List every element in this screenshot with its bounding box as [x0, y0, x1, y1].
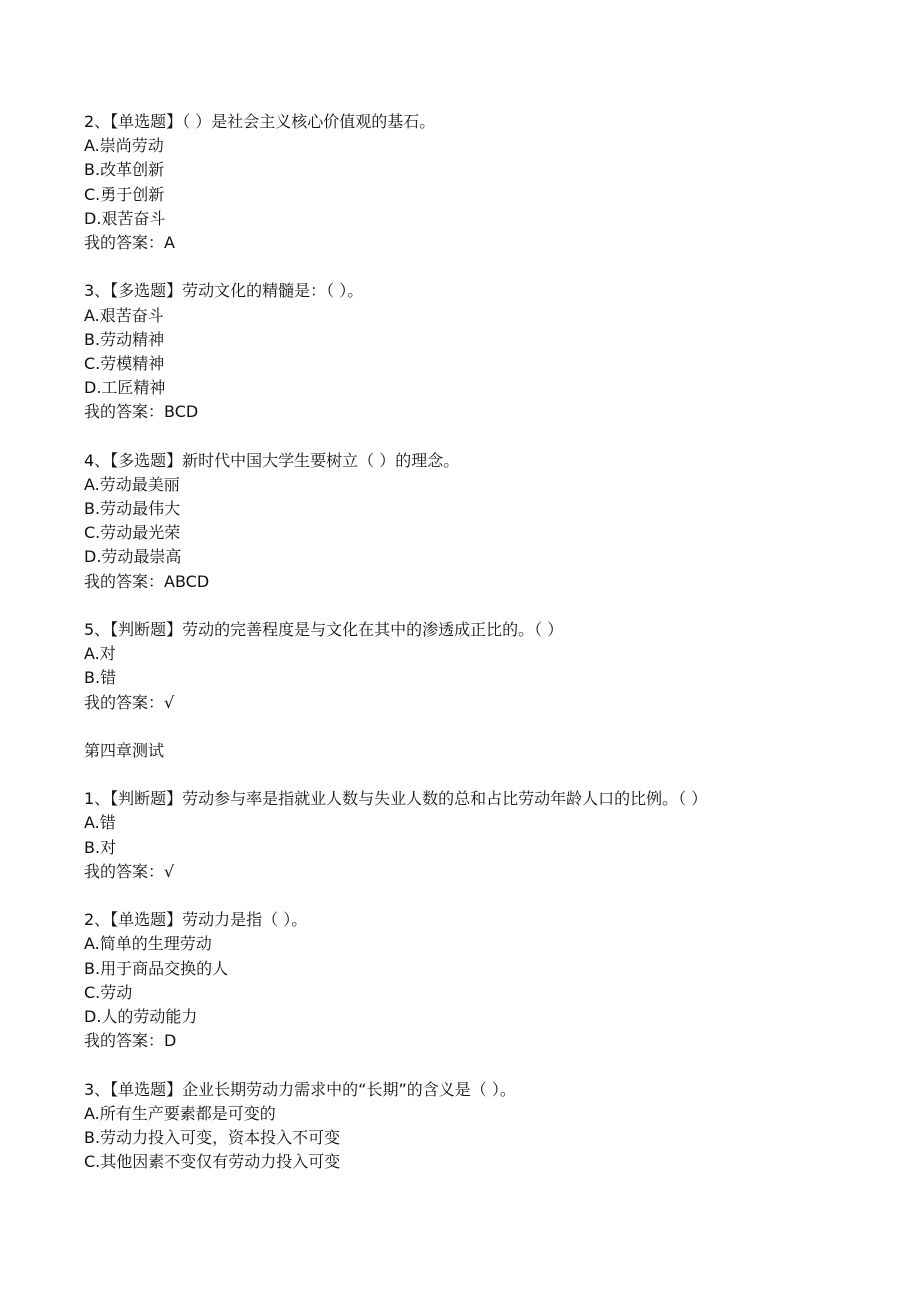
my-answer: 我的答案：BCD [84, 402, 199, 422]
option-a: A.劳动最美丽 [84, 474, 180, 494]
chapter-heading: 第四章测试 [84, 740, 165, 760]
question-title: 2、【单选题】劳动力是指（ ）。 [84, 910, 308, 930]
question-title: 1、【判断题】劳动参与率是指就业人数与失业人数的总和占比劳动年龄人口的比例。（ ） [84, 789, 708, 809]
option-c: C.劳动最光荣 [84, 523, 181, 543]
option-a: A.错 [84, 813, 116, 833]
option-a: A.对 [84, 644, 116, 664]
option-c: C.勇于创新 [84, 184, 165, 204]
my-answer: 我的答案：√ [84, 692, 175, 712]
option-a: A.崇尚劳动 [84, 136, 164, 156]
question-title: 2、【单选题】（ ）是社会主义核心价值观的基石。 [84, 112, 436, 131]
my-answer: 我的答案：D [84, 1031, 177, 1051]
document-page [84, 110, 874, 1174]
option-c: C.劳动 [84, 982, 133, 1002]
my-answer: 我的答案：ABCD [84, 571, 210, 591]
option-d: D.劳动最崇高 [84, 547, 182, 567]
question-title: 3、【多选题】劳动文化的精髓是：（ ）。 [84, 281, 364, 301]
option-a: A.简单的生理劳动 [84, 934, 212, 954]
option-c: C.其他因素不变仅有劳动力投入可变 [84, 1152, 341, 1172]
my-answer: 我的答案：√ [84, 861, 175, 881]
option-b: B.劳动最伟大 [84, 499, 181, 518]
my-answer: 我的答案：A [84, 232, 175, 252]
question-block [84, 449, 874, 594]
option-d: D.工匠精神 [84, 378, 166, 398]
option-b: B.对 [84, 837, 117, 857]
question-block [84, 1078, 874, 1175]
option-b: B.错 [84, 668, 117, 688]
option-d: D.人的劳动能力 [84, 1006, 198, 1026]
option-a: A.艰苦奋斗 [84, 305, 164, 325]
question-block [84, 908, 874, 1053]
question-block [84, 618, 874, 715]
question-block [84, 110, 874, 255]
question-block [84, 787, 874, 884]
option-b: B.用于商品交换的人 [84, 958, 229, 978]
option-b: B.改革创新 [84, 160, 165, 180]
question-title: 3、【单选题】企业长期劳动力需求中的“长期”的含义是（ ）。 [84, 1079, 516, 1099]
option-b: B.劳动精神 [84, 329, 165, 349]
option-c: C.劳模精神 [84, 353, 165, 373]
option-d: D.艰苦奋斗 [84, 208, 166, 228]
option-a: A.所有生产要素都是可变的 [84, 1103, 276, 1123]
question-block [84, 279, 874, 424]
question-title: 5、【判断题】劳动的完善程度是与文化在其中的渗透成正比的。（ ） [84, 619, 564, 639]
option-b: B.劳动力投入可变，资本投入不可变 [84, 1127, 341, 1147]
question-title: 4、【多选题】新时代中国大学生要树立（ ）的理念。 [84, 450, 460, 470]
